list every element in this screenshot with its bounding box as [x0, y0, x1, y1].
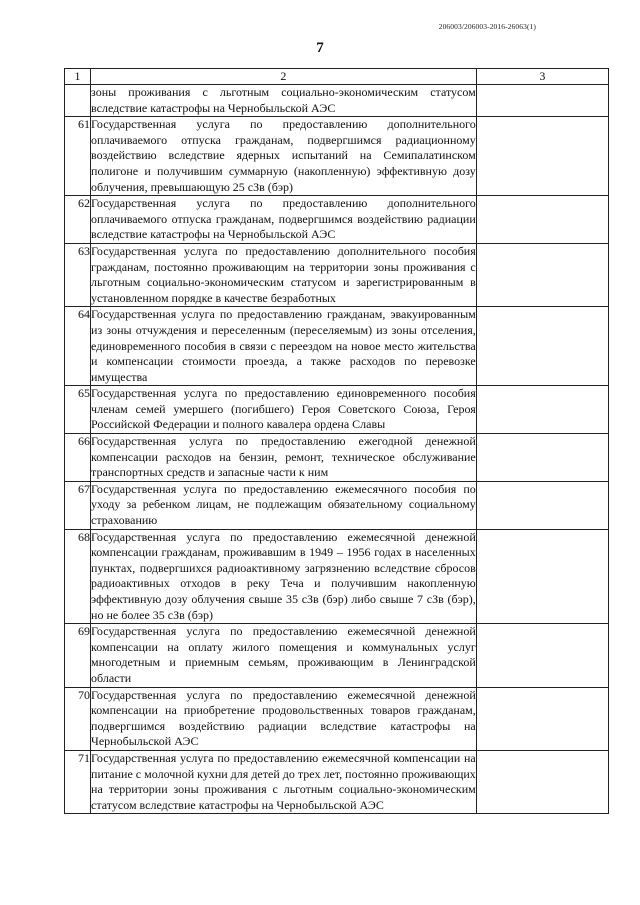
table-row [65, 117, 609, 196]
table-row [65, 624, 609, 687]
row-note [476, 687, 608, 750]
table-header-row [65, 69, 609, 85]
row-note [476, 750, 608, 813]
table-row [65, 386, 609, 434]
row-description: Государственная услуга по предоставлению дополнительного оплачиваемого отпуска гражданам, подвергшимся воздействию радиации вследствие катастрофы на Чернобыльской АЭС [91, 196, 477, 244]
row-note [476, 386, 608, 434]
document-code: 206003/206003-2016-26063(1) [438, 22, 536, 31]
row-number: 70 [65, 687, 91, 750]
row-number: 62 [65, 196, 91, 244]
row-description: Государственная услуга по предоставлению ежемесячного пособия по уходу за ребенком лицам, не подлежащим обязательному социальному страхованию [91, 481, 477, 529]
row-number: 65 [65, 386, 91, 434]
row-number: 67 [65, 481, 91, 529]
row-note [476, 85, 608, 117]
row-number: 64 [65, 307, 91, 386]
column-header-3: 3 [476, 69, 608, 85]
row-number: 61 [65, 117, 91, 196]
row-description: Государственная услуга по предоставлению ежемесячной компенсации на питание с молочной кухни для детей до трех лет, постоянно проживающих на территории зоны проживания с льготным социально-экономическим статусом вследствие катастрофы на Чернобыльской АЭС [91, 750, 477, 813]
table-row [65, 307, 609, 386]
table-row [65, 750, 609, 813]
services-table [64, 68, 609, 814]
row-number: 68 [65, 529, 91, 624]
row-description: Государственная услуга по предоставлению единовременного пособия членам семей умершего (погибшего) Героя Советского Союза, Героя Российской Федерации и полного кавалера ордена Славы [91, 386, 477, 434]
table-row [65, 687, 609, 750]
row-number: 69 [65, 624, 91, 687]
page-number: 7 [316, 40, 324, 56]
row-number: 71 [65, 750, 91, 813]
column-header-1: 1 [65, 69, 91, 85]
row-description: Государственная услуга по предоставлению ежемесячной денежной компенсации на приобретение продовольственных товаров гражданам, подвергшимся воздействию радиации вследствие катастрофы на Чернобыльской АЭС [91, 687, 477, 750]
table-row [65, 196, 609, 244]
row-description: Государственная услуга по предоставлению ежемесячной денежной компенсации на оплату жилого помещения и коммунальных услуг многодетным и приемным семьям, проживающим в Ленинградской области [91, 624, 477, 687]
row-description: Государственная услуга по предоставлению гражданам, эвакуированным из зоны отчуждения и переселенным (переселяемым) из зоны отселения, единовременного пособия в связи с переездом на новое место жительства и компенсации стоимости проезда, а также расходов по перевозке имущества [91, 307, 477, 386]
row-note [476, 307, 608, 386]
table-row [65, 529, 609, 624]
column-header-2: 2 [91, 69, 477, 85]
row-number: 66 [65, 434, 91, 482]
table-row [65, 85, 609, 117]
row-description: Государственная услуга по предоставлению ежегодной денежной компенсации расходов на бензин, ремонт, техническое обслуживание транспортных средств и запасные части к ним [91, 434, 477, 482]
table-row [65, 434, 609, 482]
row-note [476, 624, 608, 687]
row-note [476, 196, 608, 244]
table-row [65, 481, 609, 529]
row-number [65, 85, 91, 117]
row-note [476, 243, 608, 306]
row-description: Государственная услуга по предоставлению дополнительного оплачиваемого отпуска гражданам, подвергшимся радиационному воздействию вследствие ядерных испытаний на Семипалатинском полигоне и получившим суммарную (накопленную) эффективную дозу облучения, превышающую 25 сЗв (бэр) [91, 117, 477, 196]
table-row [65, 243, 609, 306]
row-note [476, 481, 608, 529]
row-note [476, 117, 608, 196]
row-note [476, 529, 608, 624]
row-number: 63 [65, 243, 91, 306]
row-note [476, 434, 608, 482]
row-description: Государственная услуга по предоставлению дополнительного пособия гражданам, постоянно проживающим на территории зоны проживания с льготным социально-экономическим статусом и зарегистрированным в установленном порядке в качестве безработных [91, 243, 477, 306]
row-description: Государственная услуга по предоставлению ежемесячной денежной компенсации гражданам, проживавшим в 1949 – 1956 годах в населенных пунктах, подвергшихся радиоактивному загрязнению вследствие сбросов радиоактивных отходов в реку Теча и получившим накопленную эффективную дозу облучения свыше 35 сЗв (бэр) либо свыше 7 сЗв (бэр), но не более 35 сЗв (бэр) [91, 529, 477, 624]
row-description: зоны проживания с льготным социально-экономическим статусом вследствие катастрофы на Чернобыльской АЭС [91, 85, 477, 117]
